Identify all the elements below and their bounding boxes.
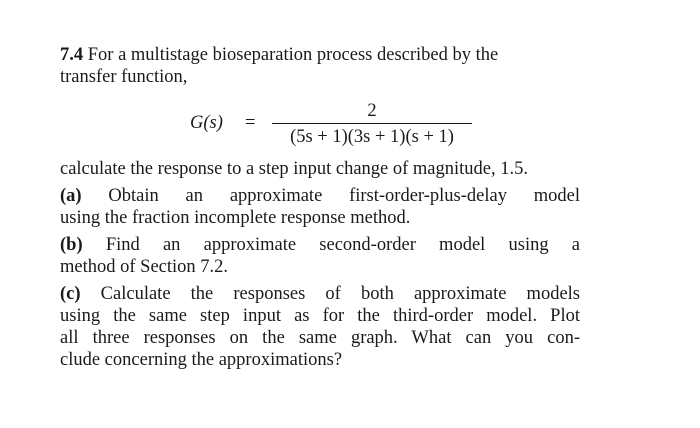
part-c-line-1	[60, 283, 580, 305]
part-a-label: (a)	[60, 186, 82, 206]
part-a-text-1: Obtain an approximate first-order-plus-delay model	[108, 186, 580, 206]
problem-number: 7.4	[60, 45, 84, 65]
part-c-label: (c)	[60, 284, 81, 304]
equation-denominator: (5s + 1)(3s + 1)(s + 1)	[290, 127, 454, 147]
intro-line-2: transfer function,	[60, 67, 188, 87]
part-a-line-2: using the fraction incomplete response method.	[60, 208, 411, 228]
equation-equals: =	[245, 113, 256, 133]
equation-fraction	[272, 100, 472, 148]
part-c	[60, 283, 580, 371]
part-b-line-1	[60, 234, 580, 256]
part-a	[60, 185, 580, 229]
transfer-function-equation	[60, 100, 580, 150]
intro-text-1: For a multistage bioseparation process described by the	[87, 45, 499, 65]
part-c-line-3: all three responses on the same graph. What can you con-	[60, 328, 580, 348]
equation-lhs: G(s)	[190, 113, 223, 133]
fraction-bar	[272, 123, 472, 124]
part-a-line-1	[60, 185, 580, 207]
intro-line-1	[60, 44, 580, 66]
part-c-text-1: Calculate the responses of both approximate models	[100, 284, 580, 304]
equation-numerator: 2	[367, 101, 377, 121]
part-b-line-2: method of Section 7.2.	[60, 257, 229, 277]
part-c-line-2: using the same step input as for the third-order model. Plot	[60, 306, 580, 326]
part-b	[60, 234, 580, 278]
part-c-line-4: clude concerning the approximations?	[60, 350, 343, 370]
problem-7-4	[60, 44, 580, 371]
part-b-label: (b)	[60, 235, 83, 255]
step-input-line: calculate the response to a step input change of magnitude, 1.5.	[60, 159, 529, 179]
part-b-text-1: Find an approximate second-order model using a	[105, 235, 580, 255]
